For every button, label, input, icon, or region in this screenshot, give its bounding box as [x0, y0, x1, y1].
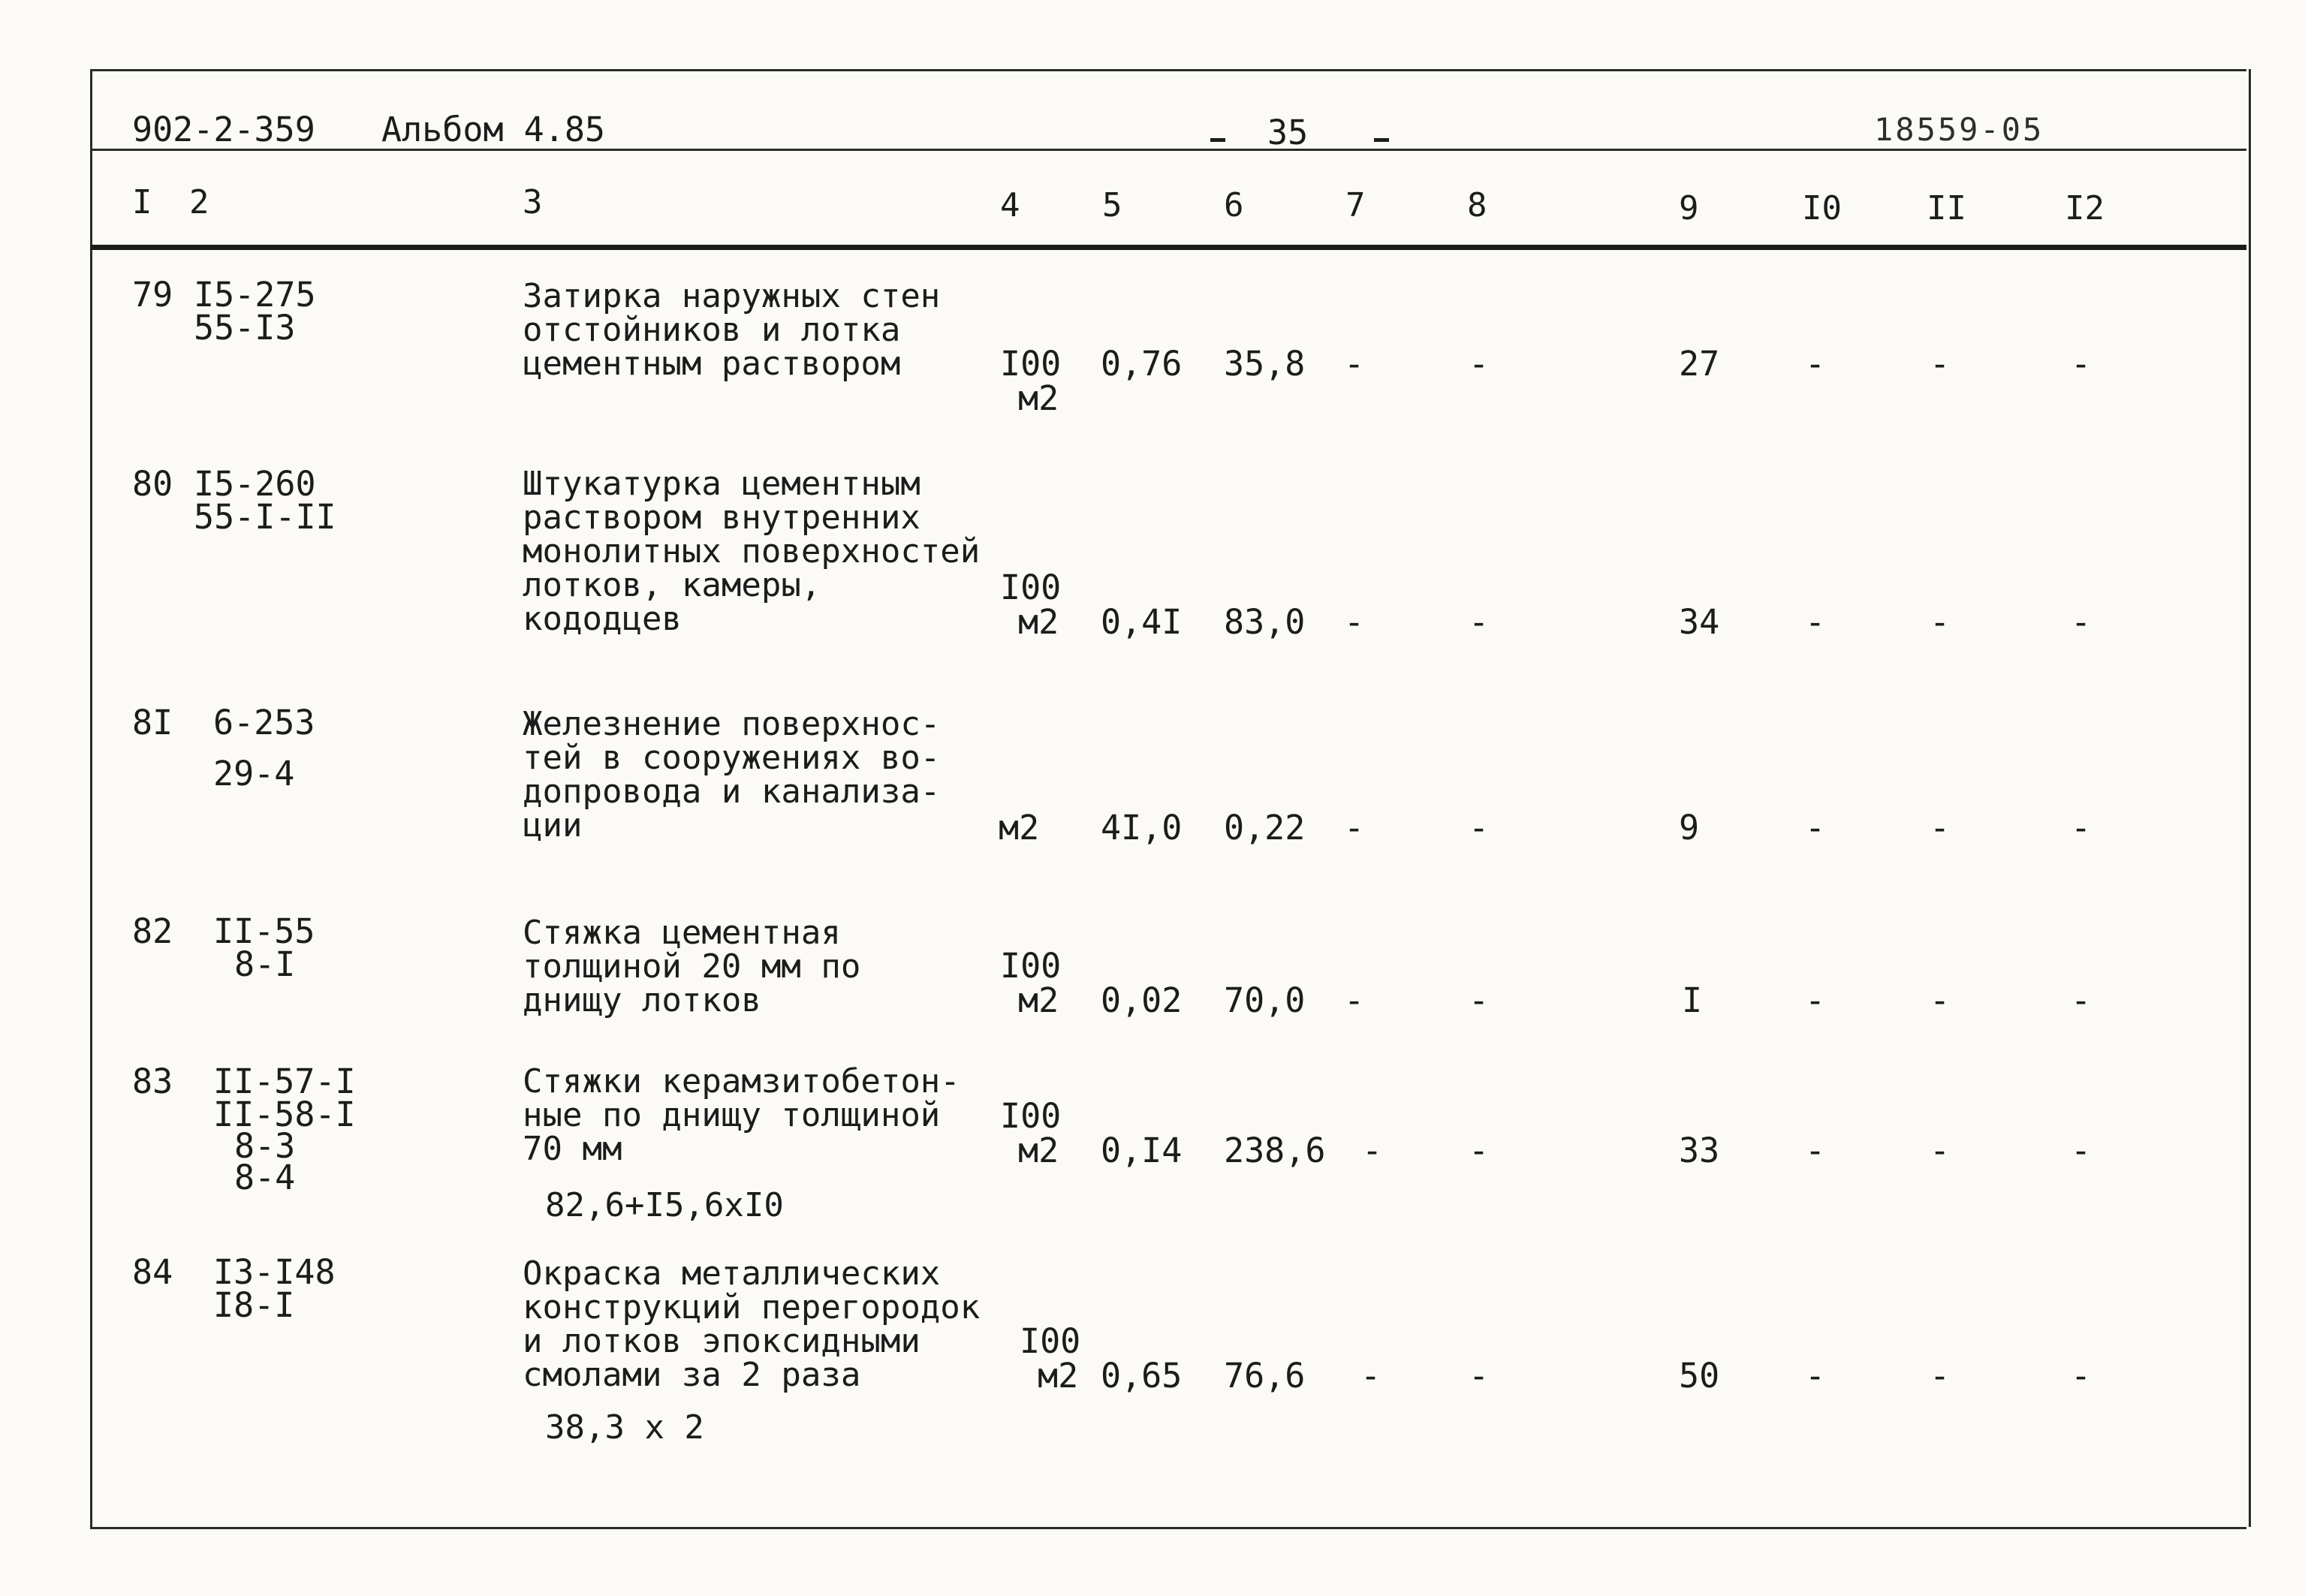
calculation-note: 38,3 x 2: [545, 1408, 704, 1447]
norm-code: I5-275: [194, 275, 316, 315]
row-number: 83: [132, 1061, 173, 1101]
row-number: 79: [132, 275, 173, 315]
unit: I00: [1000, 344, 1062, 384]
quantity: 0,4I: [1101, 602, 1183, 642]
col9-value: 34: [1679, 602, 1720, 642]
col11-value: -: [1930, 602, 1951, 642]
col10-value: -: [1805, 602, 1826, 642]
unit: м2: [1018, 980, 1059, 1020]
norm-code: I8-I: [213, 1285, 295, 1325]
col9-value: 27: [1679, 344, 1720, 384]
unit-price: 35,8: [1224, 344, 1306, 384]
col10-value: -: [1805, 1356, 1826, 1396]
unit: м2: [1018, 602, 1059, 642]
col7-value: -: [1344, 602, 1365, 642]
col8-value: -: [1469, 344, 1490, 384]
unit: I00: [1000, 946, 1062, 986]
page-dash-left: [1210, 138, 1225, 142]
col11-value: -: [1930, 344, 1951, 384]
unit: м2: [1018, 378, 1059, 418]
calculation-note: 82,6+I5,6xI0: [545, 1186, 784, 1224]
work-description: Затирка наружных стен отстойников и лотка цементным раствором: [523, 277, 941, 383]
norm-code: II-58-I: [213, 1095, 356, 1134]
col-header-10: I0: [1802, 189, 1842, 227]
col-header-1: I: [132, 183, 152, 221]
col12-value: -: [2071, 980, 2092, 1020]
quantity: 0,65: [1101, 1356, 1183, 1396]
row-number: 8I: [132, 703, 173, 742]
col12-value: -: [2071, 1131, 2092, 1170]
norm-code: I3-I48: [213, 1252, 336, 1292]
work-description: Штукатурка цементным раствором внутренних монолитных поверхностей лотков, камеры, кододцев: [523, 465, 981, 638]
col10-value: -: [1805, 980, 1826, 1020]
row-number: 80: [132, 464, 173, 504]
col-header-9: 9: [1679, 189, 1699, 227]
col8-value: -: [1469, 602, 1490, 642]
column-header-divider: [90, 245, 2246, 250]
unit: м2: [999, 808, 1040, 848]
unit-price: 70,0: [1224, 980, 1306, 1020]
col12-value: -: [2071, 602, 2092, 642]
col7-value: -: [1344, 808, 1365, 848]
col7-value: -: [1362, 1131, 1383, 1170]
archive-code: 18559-05: [1874, 111, 2044, 148]
norm-code: II-57-I: [213, 1061, 356, 1101]
norm-code: 55-I3: [194, 308, 296, 348]
col8-value: -: [1469, 1356, 1490, 1396]
unit-price: 83,0: [1224, 602, 1306, 642]
col9-value: 9: [1679, 808, 1700, 848]
norm-code: 8-4: [234, 1158, 296, 1197]
norm-code: 6-253: [213, 703, 315, 742]
unit: I00: [1000, 1096, 1062, 1136]
row-number: 84: [132, 1252, 173, 1292]
unit: I00: [1020, 1321, 1081, 1361]
page-frame: [90, 69, 2251, 1527]
unit-price: 238,6: [1224, 1131, 1326, 1170]
col9-value: 50: [1679, 1356, 1720, 1396]
doc-number: 902-2-359: [132, 110, 315, 149]
quantity: 4I,0: [1101, 808, 1183, 848]
col11-value: -: [1930, 1356, 1951, 1396]
col10-value: -: [1805, 808, 1826, 848]
unit: I00: [1000, 568, 1062, 607]
col10-value: -: [1805, 344, 1826, 384]
col8-value: -: [1469, 1131, 1490, 1170]
frame-top-rule: [90, 69, 2246, 71]
col-header-6: 6: [1224, 186, 1244, 224]
row-number: 82: [132, 911, 173, 951]
col11-value: -: [1930, 980, 1951, 1020]
col7-value: -: [1344, 344, 1365, 384]
work-description: Стяжки керамзитобетон- ные по днищу толщиной 70 мм: [523, 1062, 960, 1168]
col9-value: I: [1682, 980, 1703, 1020]
col10-value: -: [1805, 1131, 1826, 1170]
album-label: Альбом 4.85: [381, 110, 606, 149]
norm-code: I5-260: [194, 464, 316, 504]
norm-code: 55-I-II: [194, 497, 336, 537]
col-header-7: 7: [1345, 186, 1366, 224]
col7-value: -: [1344, 980, 1365, 1020]
frame-bottom-rule: [90, 1527, 2246, 1529]
col-header-8: 8: [1467, 186, 1487, 224]
unit-price: 76,6: [1224, 1356, 1306, 1396]
col-header-3: 3: [523, 183, 543, 221]
norm-code: II-55: [213, 911, 315, 951]
col11-value: -: [1930, 1131, 1951, 1170]
norm-code: 8-I: [234, 944, 296, 984]
unit: м2: [1038, 1356, 1079, 1396]
work-description: Железнение поверхнос- тей в сооружениях во- допровода и канализа- ции: [523, 705, 941, 845]
page-number: 35: [1267, 113, 1309, 152]
norm-code: 8-3: [234, 1126, 296, 1166]
quantity: 0,02: [1101, 980, 1183, 1020]
quantity: 0,I4: [1101, 1131, 1183, 1170]
col7-value: -: [1360, 1356, 1381, 1396]
col12-value: -: [2071, 344, 2092, 384]
col11-value: -: [1930, 808, 1951, 848]
col12-value: -: [2071, 808, 2092, 848]
col8-value: -: [1469, 808, 1490, 848]
col9-value: 33: [1679, 1131, 1720, 1170]
work-description: Окраска металлических конструкций перегородок и лотков эпоксидными смолами за 2 раза: [523, 1254, 981, 1394]
col8-value: -: [1469, 980, 1490, 1020]
col-header-12: I2: [2065, 189, 2105, 227]
col-header-5: 5: [1102, 186, 1122, 224]
page-dash-right: [1374, 138, 1389, 142]
quantity: 0,76: [1101, 344, 1183, 384]
col12-value: -: [2071, 1356, 2092, 1396]
col-header-2: 2: [189, 183, 209, 221]
work-description: Стяжка цементная толщиной 20 мм по днищу лотков: [523, 914, 861, 1019]
unit: м2: [1018, 1131, 1059, 1170]
unit-price: 0,22: [1224, 808, 1306, 848]
col-header-11: II: [1927, 189, 1966, 227]
norm-code: 29-4: [213, 754, 295, 793]
col-header-4: 4: [1000, 186, 1020, 224]
